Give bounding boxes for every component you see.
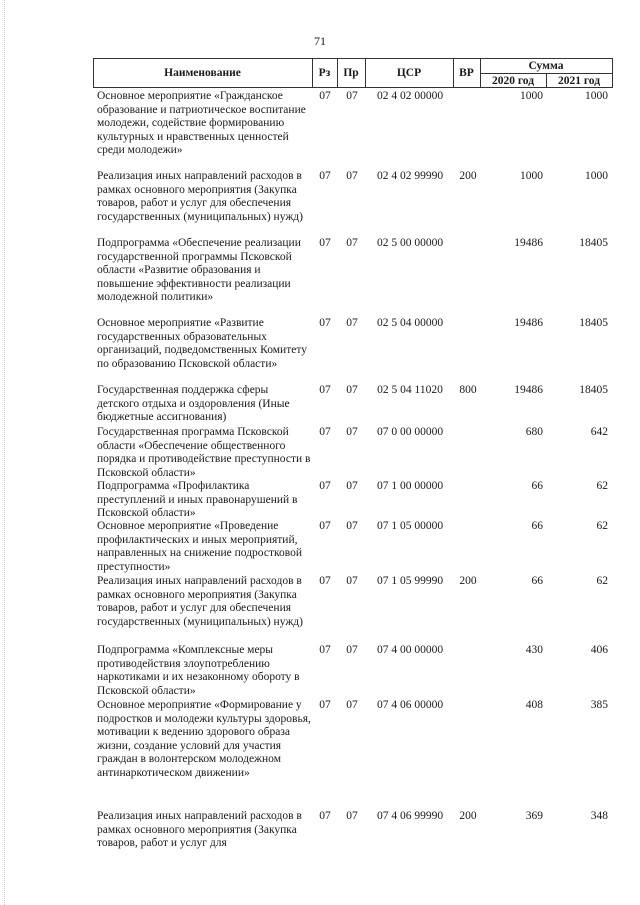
row-pr: 07 (346, 520, 358, 532)
row-name: Подпрограмма «Обеспечение реализации государственной программы Псковской области «Развитие образования и повышение эффективности реализации молодежной политики» (97, 237, 301, 303)
row-name: Государственная программа Псковской области «Обеспечение общественного порядка и противодействие преступности в Псковской области» (97, 426, 311, 479)
row-pr: 07 (346, 644, 358, 656)
row-sum-2020: 19486 (514, 237, 543, 249)
row-rz: 07 (319, 384, 331, 396)
row-csr: 02 5 04 00000 (376, 317, 444, 329)
row-sum-2020: 66 (531, 480, 543, 492)
row-pr: 07 (346, 237, 358, 249)
header-rz: Рз (318, 67, 331, 79)
row-csr: 02 5 00 00000 (376, 237, 444, 249)
header-2021: 2021 год (557, 74, 601, 87)
row-name: Основное мероприятие «Гражданское образование и патриотическое воспитание молодежи, содействие формированию культурных и нравственных ценностей среди молодежи» (97, 90, 306, 156)
row-vr: 200 (459, 810, 477, 822)
row-csr: 02 4 02 99990 (376, 170, 444, 182)
row-rz: 07 (319, 426, 331, 438)
row-sum-2020: 1000 (520, 170, 543, 182)
row-sum-2020: 369 (525, 810, 543, 822)
header-2020: 2020 год (491, 74, 535, 87)
row-sum-2020: 430 (525, 644, 543, 656)
row-pr: 07 (346, 810, 358, 822)
row-sum-2021: 348 (590, 810, 608, 822)
row-sum-2021: 18405 (579, 384, 608, 396)
row-sum-2021: 18405 (579, 237, 608, 249)
row-rz: 07 (319, 644, 331, 656)
header-pr: Пр (343, 67, 359, 79)
row-csr: 02 4 02 00000 (376, 90, 444, 102)
header-name: Наименование (164, 67, 241, 79)
row-pr: 07 (346, 426, 358, 438)
header-vr: ВР (459, 67, 474, 79)
row-sum-2021: 62 (596, 520, 608, 532)
row-name: Подпрограмма «Профилактика преступлений и иных правонарушений в Псковской области» (97, 480, 298, 519)
row-pr: 07 (346, 699, 358, 711)
row-pr: 07 (346, 480, 358, 492)
page-number: 71 (314, 34, 326, 48)
row-name: Государственная поддержка сферы детского отдыха и оздоровления (Иные бюджетные ассигнования) (97, 384, 290, 423)
row-name: Основное мероприятие «Проведение профилактических и иных мероприятий, направленных на снижение подростковой преступности» (97, 520, 302, 573)
row-pr: 07 (346, 170, 358, 182)
row-rz: 07 (319, 170, 331, 182)
row-vr: 800 (459, 384, 477, 396)
row-name: Реализация иных направлений расходов в рамках основного мероприятия (Закупка товаров, работ и услуг для обеспечения государственных (муниципальных) нужд) (97, 170, 303, 223)
row-sum-2020: 19486 (514, 384, 543, 396)
row-name: Основное мероприятие «Развитие государственных образовательных организаций, подведомственных Комитету по образованию Псковской области» (97, 317, 307, 370)
row-name: Реализация иных направлений расходов в рамках основного мероприятия (Закупка товаров, работ и услуг для обеспечения государственных (муниципальных) нужд) (97, 575, 303, 628)
row-sum-2020: 680 (525, 426, 543, 438)
row-sum-2020: 66 (531, 520, 543, 532)
row-sum-2021: 385 (590, 699, 608, 711)
row-csr: 07 4 06 00000 (376, 699, 444, 711)
row-csr: 07 4 00 00000 (376, 644, 444, 656)
header-sum: Сумма (528, 59, 564, 72)
table-header (0, 58, 640, 88)
row-csr: 02 5 04 11020 (377, 384, 443, 396)
row-sum-2021: 62 (596, 575, 608, 587)
row-sum-2021: 642 (590, 426, 608, 438)
row-sum-2020: 408 (525, 699, 543, 711)
row-vr: 200 (459, 170, 477, 182)
row-vr: 200 (459, 575, 477, 587)
row-rz: 07 (319, 699, 331, 711)
row-sum-2021: 1000 (585, 170, 608, 182)
row-pr: 07 (346, 317, 358, 329)
row-pr: 07 (346, 575, 358, 587)
row-csr: 07 1 05 99990 (376, 575, 444, 587)
row-csr: 07 0 00 00000 (376, 426, 444, 438)
row-name: Основное мероприятие «Формирование у подростков и молодежи культуры здоровья, мотивации к ведению здорового образа жизни, создание условий для участия граждан в волонтерском молодежном антинаркотическом движении» (97, 699, 311, 779)
row-name: Подпрограмма «Комплексные меры противодействия злоупотреблению наркотиками и их незаконному обороту в Псковской области» (97, 644, 300, 697)
row-rz: 07 (319, 480, 331, 492)
row-rz: 07 (319, 810, 331, 822)
row-pr: 07 (346, 384, 358, 396)
row-sum-2021: 406 (590, 644, 608, 656)
header-csr: ЦСР (396, 67, 422, 79)
row-sum-2021: 62 (596, 480, 608, 492)
row-sum-2020: 19486 (514, 317, 543, 329)
row-rz: 07 (319, 90, 331, 102)
row-sum-2020: 1000 (520, 90, 543, 102)
row-pr: 07 (346, 90, 358, 102)
row-csr: 07 1 00 00000 (376, 480, 444, 492)
row-csr: 07 4 06 99990 (376, 810, 444, 822)
row-sum-2021: 1000 (585, 90, 608, 102)
row-sum-2021: 18405 (579, 317, 608, 329)
row-rz: 07 (319, 520, 331, 532)
scan-edge (4, 0, 6, 905)
row-rz: 07 (319, 575, 331, 587)
row-name: Реализация иных направлений расходов в рамках основного мероприятия (Закупка товаров, работ и услуг для (97, 810, 302, 849)
row-sum-2020: 66 (531, 575, 543, 587)
row-rz: 07 (319, 317, 331, 329)
row-rz: 07 (319, 237, 331, 249)
row-csr: 07 1 05 00000 (376, 520, 444, 532)
